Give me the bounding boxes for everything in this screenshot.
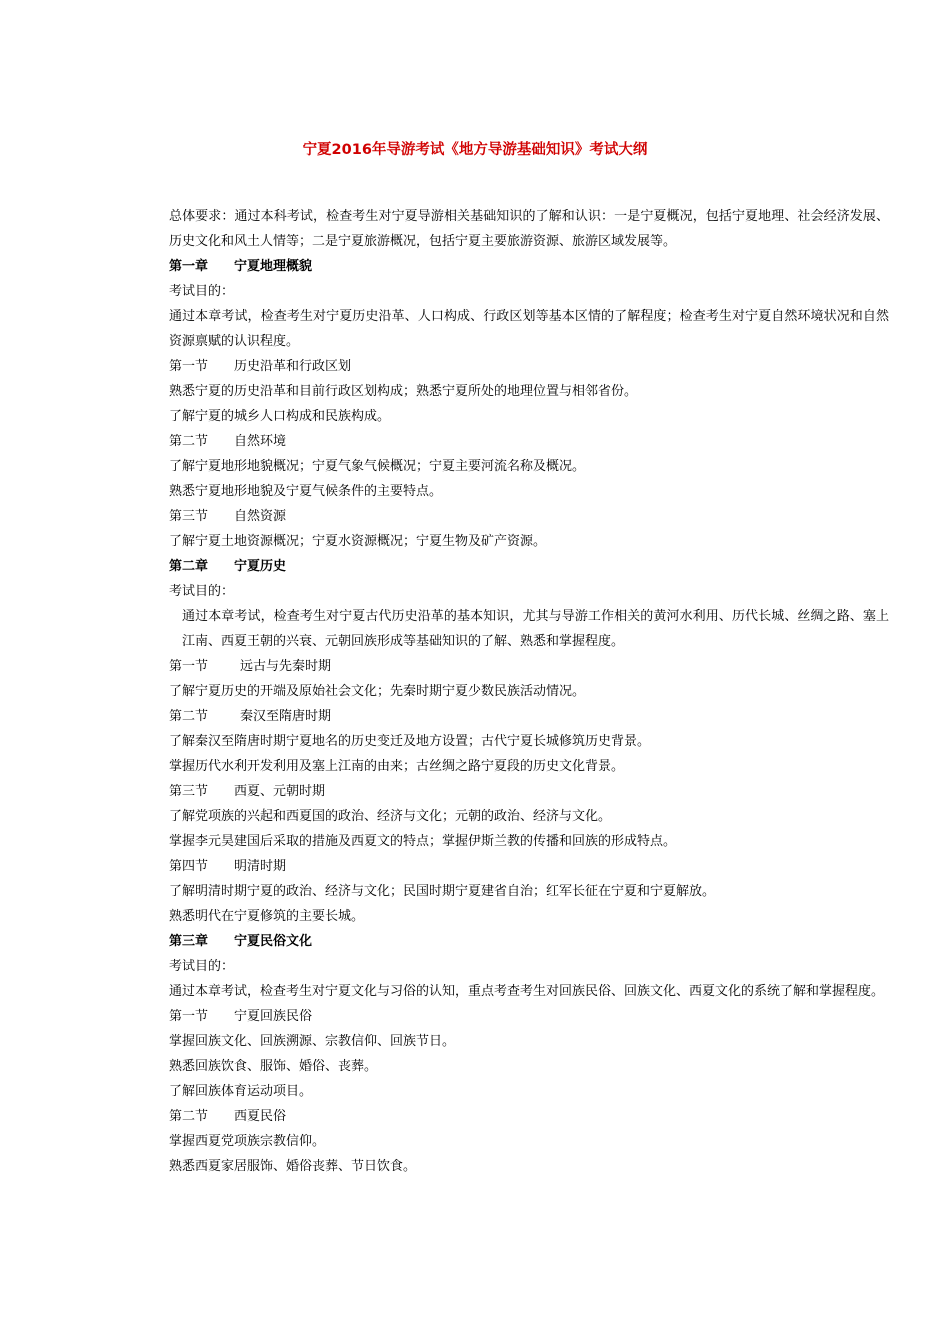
section-number: 第四节 bbox=[169, 859, 209, 874]
section-heading bbox=[143, 1104, 889, 1129]
section-number: 第二节 bbox=[169, 709, 209, 724]
section-name: 西夏、元朝时期 bbox=[234, 784, 326, 799]
section-name: 远古与先秦时期 bbox=[240, 659, 332, 674]
chapter-name: 宁夏民俗文化 bbox=[234, 934, 313, 949]
outline-line: 掌握李元昊建国后采取的措施及西夏文的特点；掌握伊斯兰教的传播和回族的形成特点。 bbox=[169, 834, 677, 849]
section-number: 第一节 bbox=[169, 359, 209, 374]
chapter-number: 第二章 bbox=[169, 559, 209, 574]
exam-goal-label: 考试目的： bbox=[169, 584, 235, 599]
section-name: 自然环境 bbox=[234, 434, 287, 449]
outline-line: 熟悉西夏家居服饰、婚俗丧葬、节日饮食。 bbox=[169, 1159, 417, 1174]
section-name: 宁夏回族民俗 bbox=[234, 1009, 313, 1024]
section-name: 自然资源 bbox=[234, 509, 287, 524]
outline-line: 了解回族体育运动项目。 bbox=[169, 1084, 313, 1099]
outline-line: 了解秦汉至隋唐时期宁夏地名的历史变迁及地方设置；古代宁夏长城修筑历史背景。 bbox=[169, 734, 651, 749]
section-heading bbox=[143, 429, 889, 454]
outline-line: 熟悉明代在宁夏修筑的主要长城。 bbox=[169, 909, 365, 924]
chapter-goal-paragraph: 通过本章考试，检查考生对宁夏历史沿革、人口构成、行政区划等基本区情的了解程度；检查考生对宁夏自然环境状况和自然资源禀赋的认识程度。 bbox=[169, 309, 889, 349]
chapter-number: 第三章 bbox=[169, 934, 209, 949]
section-number: 第二节 bbox=[169, 434, 209, 449]
outline-line: 了解宁夏土地资源概况；宁夏水资源概况；宁夏生物及矿产资源。 bbox=[169, 534, 547, 549]
chapter-number: 第一章 bbox=[169, 259, 209, 274]
section-heading bbox=[143, 654, 889, 679]
outline-line: 了解宁夏地形地貌概况；宁夏气象气候概况；宁夏主要河流名称及概况。 bbox=[169, 459, 586, 474]
chapter-2-heading bbox=[143, 554, 889, 579]
outline-line: 了解宁夏历史的开端及原始社会文化；先秦时期宁夏少数民族活动情况。 bbox=[169, 684, 586, 699]
section-heading bbox=[143, 504, 889, 529]
outline-line: 掌握回族文化、回族溯源、宗教信仰、回族节日。 bbox=[169, 1034, 456, 1049]
chapter-goal-paragraph: 通过本章考试，检查考生对宁夏古代历史沿革的基本知识，尤其与导游工作相关的黄河水利用、历代长城、丝绸之路、塞上江南、西夏王朝的兴衰、元朝回族形成等基础知识的了解、熟悉和掌握程度。 bbox=[182, 609, 889, 649]
section-name: 历史沿革和行政区划 bbox=[234, 359, 352, 374]
section-number: 第一节 bbox=[169, 1009, 209, 1024]
outline-line: 掌握西夏党项族宗教信仰。 bbox=[169, 1134, 326, 1149]
exam-goal-label: 考试目的： bbox=[169, 284, 235, 299]
section-heading bbox=[143, 854, 889, 879]
outline-line: 了解宁夏的城乡人口构成和民族构成。 bbox=[169, 409, 391, 424]
document-body bbox=[143, 204, 889, 1179]
chapter-goal-paragraph: 通过本章考试，检查考生对宁夏文化与习俗的认知，重点考查考生对回族民俗、回族文化、西夏文化的系统了解和掌握程度。 bbox=[169, 984, 885, 999]
section-heading bbox=[143, 1004, 889, 1029]
document-title: 宁夏2016年导游考试《地方导游基础知识》考试大纲 bbox=[302, 142, 648, 158]
outline-line: 了解明清时期宁夏的政治、经济与文化；民国时期宁夏建省自治；红军长征在宁夏和宁夏解放。 bbox=[169, 884, 716, 899]
section-number: 第二节 bbox=[169, 1109, 209, 1124]
outline-line: 熟悉回族饮食、服饰、婚俗、丧葬。 bbox=[169, 1059, 378, 1074]
outline-line: 熟悉宁夏地形地貌及宁夏气候条件的主要特点。 bbox=[169, 484, 443, 499]
chapter-name: 宁夏地理概貌 bbox=[234, 259, 313, 274]
chapter-1-heading bbox=[143, 254, 889, 279]
intro-paragraph: 总体要求：通过本科考试，检查考生对宁夏导游相关基础知识的了解和认识：一是宁夏概况，包括宁夏地理、社会经济发展、历史文化和风土人情等；二是宁夏旅游概况，包括宁夏主要旅游资源、旅游区域发展等。 bbox=[169, 209, 889, 249]
section-heading bbox=[143, 354, 889, 379]
section-name: 明清时期 bbox=[234, 859, 287, 874]
section-name: 秦汉至隋唐时期 bbox=[240, 709, 332, 724]
chapter-3-heading bbox=[143, 929, 889, 954]
outline-line: 掌握历代水利开发利用及塞上江南的由来；古丝绸之路宁夏段的历史文化背景。 bbox=[169, 759, 625, 774]
section-number: 第三节 bbox=[169, 784, 209, 799]
section-number: 第三节 bbox=[169, 509, 209, 524]
chapter-name: 宁夏历史 bbox=[234, 559, 287, 574]
exam-goal-label: 考试目的： bbox=[169, 959, 235, 974]
section-name: 西夏民俗 bbox=[234, 1109, 287, 1124]
outline-line: 熟悉宁夏的历史沿革和目前行政区划构成；熟悉宁夏所处的地理位置与相邻省份。 bbox=[169, 384, 638, 399]
outline-line: 了解党项族的兴起和西夏国的政治、经济与文化；元朝的政治、经济与文化。 bbox=[169, 809, 612, 824]
section-heading bbox=[143, 704, 889, 729]
section-heading bbox=[143, 779, 889, 804]
section-number: 第一节 bbox=[169, 659, 209, 674]
